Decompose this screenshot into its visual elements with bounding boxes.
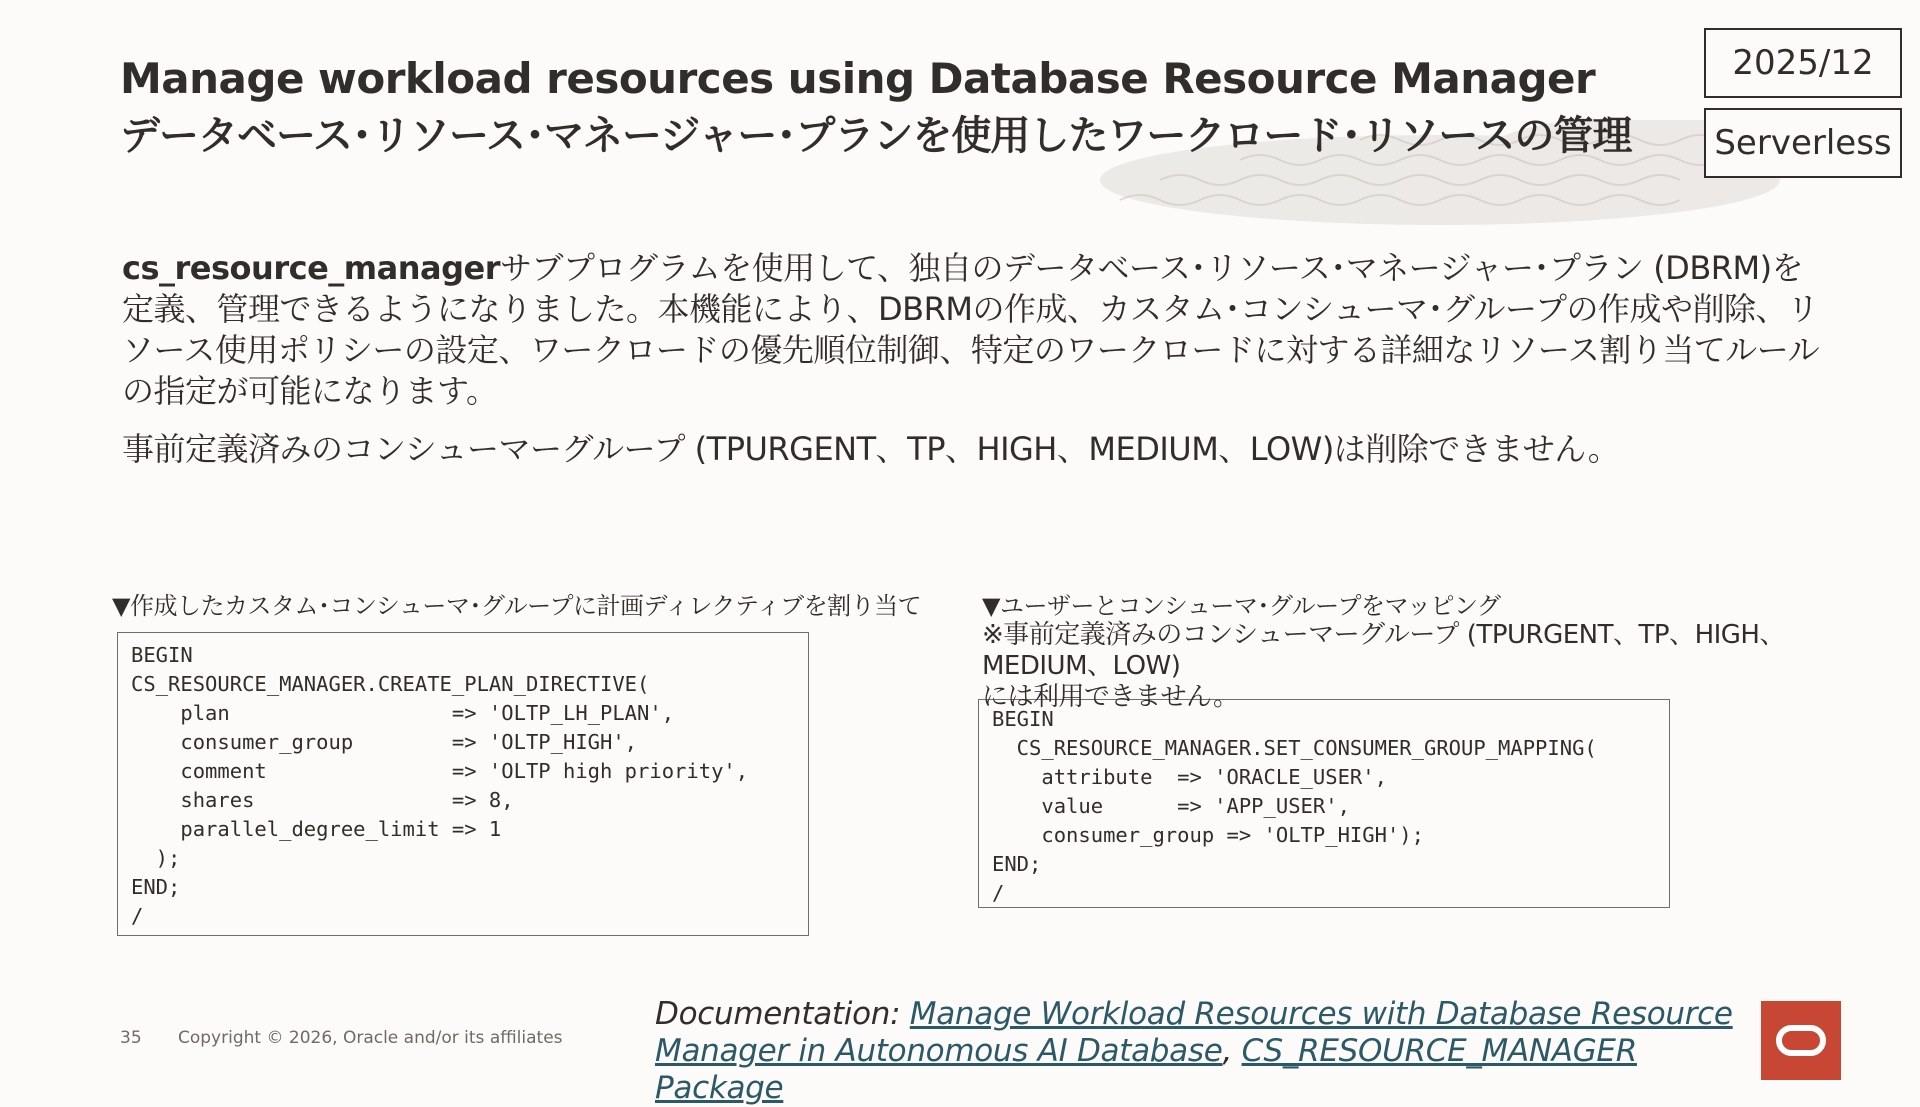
predefined-groups-note: 事前定義済みのコンシューマーグループ (TPURGENT、TP、HIGH、MEDIUM、LOW)は削除できません。: [122, 430, 1620, 468]
oracle-logo-icon: [1761, 1001, 1841, 1080]
date-badge: 2025/12: [1704, 28, 1902, 98]
intro-text: サブプログラムを使用して、独自のデータベース･リソース･マネージャー･プラン (DBRM)を定義、管理できるようになりました。本機能により、DBRMの作成、カスタム･コンシューマ･グループの作成や削除、リソース使用ポリシーの設定、ワークロードの優先順位制御、特定のワークロードに対する詳細なリソース割り当てルールの指定が可能になります。: [122, 249, 1820, 410]
plan-directive-code-block: BEGIN CS_RESOURCE_MANAGER.CREATE_PLAN_DIRECTIVE( plan => 'OLTP_LH_PLAN', consumer_group => 'OLTP_HIGH', comment => 'OLTP high priority', shares => 8, parallel_degree_limit => 1 ); END; /: [117, 632, 809, 936]
documentation-links: [655, 996, 1755, 1107]
mapping-note-text: ※事前定義済みのコンシューマーグループ (TPURGENT、TP、HIGH、MEDIUM、LOW) には利用できません。: [982, 620, 1785, 712]
page-title-japanese: データベース･リソース･マネージャー･プランを使用したワークロード･リソースの管理: [120, 113, 1632, 159]
doc-separator: ,: [1222, 1033, 1242, 1069]
subprogram-name: cs_resource_manager: [122, 249, 500, 287]
consumer-group-mapping-code-block: BEGIN CS_RESOURCE_MANAGER.SET_CONSUMER_GROUP_MAPPING( attribute => 'ORACLE_USER', value => 'APP_USER', consumer_group => 'OLTP_HIGH'); END; /: [978, 699, 1670, 908]
deployment-type-badge: Serverless: [1704, 108, 1902, 178]
doc-link-package[interactable]: CS_RESOURCE_MANAGER Package: [655, 1033, 1637, 1106]
consumer-group-mapping-note: [982, 620, 1902, 713]
intro-paragraph: [122, 248, 1822, 412]
consumer-group-mapping-caption: ▼ユーザーとコンシューマ･グループをマッピング: [982, 592, 1501, 620]
oracle-logo-ring: [1776, 1025, 1826, 1056]
plan-directive-caption: ▼作成したカスタム･コンシューマ･グループに計画ディレクティブを割り当て: [112, 592, 922, 620]
page-number: 35: [120, 1028, 142, 1048]
copyright-text: Copyright © 2026, Oracle and/or its affiliates: [178, 1028, 563, 1048]
doc-link-manage-workload[interactable]: Manage Workload Resources with Database Resource Manager in Autonomous AI Database: [655, 996, 1733, 1069]
documentation-label: Documentation:: [655, 996, 910, 1032]
page-title-english: Manage workload resources using Database Resource Manager: [120, 54, 1596, 103]
